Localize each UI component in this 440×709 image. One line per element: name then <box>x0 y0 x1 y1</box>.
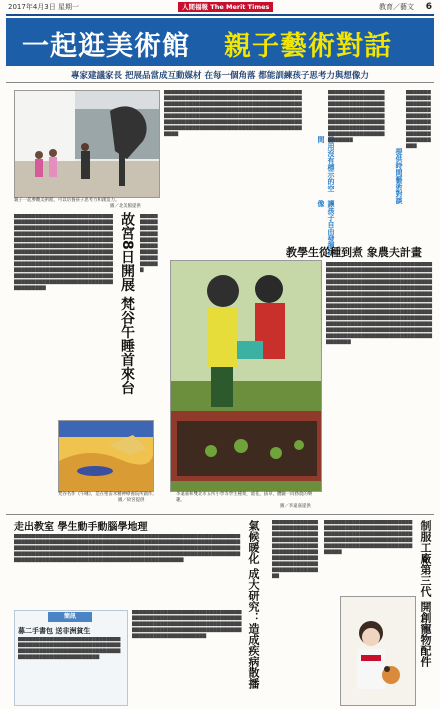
farm-credit: 圖／李遠嘉提供 <box>280 504 311 509</box>
divider <box>6 514 434 515</box>
pet-article-title: 制服工廠第三代 開創寵物配件 <box>419 520 432 667</box>
brief-body: ▇▇▇▇▇▇▇▇▇▇▇▇▇▇▇▇▇▇▇▇▇▇▇▇▇▇▇▇▇▇▇▇▇▇▇▇▇▇▇▇▇▇▇▇▇▇▇▇▇▇▇▇▇▇▇▇▇▇▇▇▇▇▇▇▇▇▇▇▇▇▇▇▇▇▇▇▇▇▇▇▇▇▇▇▇▇▇▇▇▇▇▇▇▇▇▇▇▇▇▇▇▇▇▇▇▇▇▇▇▇ <box>18 637 121 660</box>
headline-part1: 一起逛美術館 <box>22 31 190 62</box>
climate-article-body: ▇▇▇▇▇▇▇▇▇▇▇▇▇▇▇▇▇▇▇▇▇▇▇▇▇▇▇▇▇▇▇▇▇▇▇▇▇▇▇▇▇▇▇▇▇▇▇▇▇▇▇▇▇▇▇▇▇▇▇▇▇▇▇▇▇▇▇▇▇▇▇▇▇▇▇▇▇▇▇▇▇▇▇▇▇▇▇▇▇▇▇▇▇▇▇▇▇▇▇▇▇▇▇▇▇▇▇▇▇▇▇▇▇▇▇▇▇▇▇ <box>272 520 318 579</box>
climate-article-title: 氣候暖化 成大研究：造成疾病散播 <box>247 520 260 689</box>
palace-article-title: 故宮8日開展 梵谷午睡首來台 <box>119 212 135 395</box>
farm-photo-art <box>171 261 321 491</box>
issue-date: 2017年4月3日 星期一 <box>8 3 79 11</box>
painting-credit: 圖／故宮提供 <box>118 498 145 503</box>
map-article-body-2: ▇▇▇▇▇▇▇▇▇▇▇▇▇▇▇▇▇▇▇▇▇▇▇▇▇▇▇▇▇▇▇▇▇▇▇▇▇▇▇▇▇▇▇▇▇▇▇▇▇▇▇▇▇▇▇▇▇▇▇▇▇▇▇▇▇▇▇▇▇▇▇▇▇▇▇▇▇▇▇▇▇▇▇▇▇▇▇▇▇▇▇▇▇▇▇▇▇▇▇▇▇▇▇▇▇▇▇▇▇▇▇▇▇▇▇▇▇▇▇▇▇▇▇▇▇▇▇▇▇▇▇▇▇▇▇▇▇▇▇▇▇▇▇▇▇ <box>132 610 242 639</box>
pet-article-body: ▇▇▇▇▇▇▇▇▇▇▇▇▇▇▇▇▇▇▇▇▇▇▇▇▇▇▇▇▇▇▇▇▇▇▇▇▇▇▇▇▇▇▇▇▇▇▇▇▇▇▇▇▇▇▇▇▇▇▇▇▇▇▇▇▇▇▇▇▇▇▇▇▇▇▇▇▇▇▇▇▇▇▇▇▇▇▇▇▇▇▇▇▇▇▇▇▇▇▇▇▇▇▇▇▇▇▇▇▇▇▇▇▇▇▇▇▇▇▇▇▇▇▇▇▇▇▇▇▇▇ <box>324 520 413 555</box>
brief-label: 簡訊 <box>48 612 92 622</box>
divider <box>6 82 434 83</box>
museum-caption: 親子一起參觀美術館，可以培養孩子思考力和創造力。 <box>14 198 120 203</box>
map-article-body: ▇▇▇▇▇▇▇▇▇▇▇▇▇▇▇▇▇▇▇▇▇▇▇▇▇▇▇▇▇▇▇▇▇▇▇▇▇▇▇▇▇▇▇▇▇▇▇▇▇▇▇▇▇▇▇▇▇▇▇▇▇▇▇▇▇▇▇▇▇▇▇▇▇▇▇▇▇▇▇▇▇▇▇▇▇▇▇▇▇▇▇▇▇▇▇▇▇▇▇▇▇▇▇▇▇▇▇▇▇▇▇▇▇▇▇▇▇▇▇▇▇▇▇▇▇▇▇▇▇▇▇▇▇▇▇▇▇▇▇▇▇▇▇▇▇▇▇▇▇▇▇▇▇▇▇▇▇▇▇▇▇▇▇▇▇▇▇▇▇▇▇▇▇▇▇▇▇▇▇▇▇▇▇▇▇▇▇▇▇▇▇▇▇▇▇▇▇▇▇▇▇▇▇▇▇▇▇▇▇▇▇▇▇▇▇▇▇▇▇▇▇▇▇▇▇▇▇▇▇▇▇▇▇▇▇▇▇▇▇▇▇▇▇▇▇▇▇▇▇▇▇▇▇▇▇▇▇▇▇▇▇▇▇▇▇▇▇▇▇▇▇▇▇▇▇▇▇▇▇▇▇▇▇▇▇▇▇▇▇▇▇▇▇▇▇▇▇▇▇▇▇▇▇▇ <box>14 534 241 563</box>
kicker-museum: 善用沒有標示的空間 <box>317 136 335 192</box>
top-rule <box>6 14 434 16</box>
palace-article-body-2: ▇▇▇▇▇▇▇▇▇▇▇▇▇▇▇▇▇▇▇▇▇▇▇▇▇▇▇▇▇▇▇▇▇▇▇▇▇▇▇▇▇▇▇▇▇▇ <box>140 214 158 273</box>
pet-photo <box>340 596 416 706</box>
main-article-body: ▇▇▇▇▇▇▇▇▇▇▇▇▇▇▇▇▇▇▇▇▇▇▇▇▇▇▇▇▇▇▇▇▇▇▇▇▇▇▇▇▇▇▇▇▇▇▇▇▇▇▇▇▇▇▇▇▇▇▇▇▇▇▇▇▇▇▇▇▇▇▇▇▇▇▇▇▇▇▇▇▇▇▇▇▇▇▇▇▇▇▇▇▇▇▇▇▇▇▇▇▇▇▇▇▇▇▇▇▇▇▇▇▇▇▇▇▇▇▇▇▇▇▇▇▇▇▇▇▇▇▇▇▇▇▇▇▇▇▇▇▇▇▇▇▇▇▇▇▇▇▇▇▇▇▇▇▇▇▇▇▇▇▇▇▇▇▇▇▇▇▇▇▇▇▇▇▇▇▇▇▇▇▇▇▇▇▇▇▇▇▇▇▇▇▇▇▇▇▇▇▇▇▇▇▇▇▇▇▇▇▇▇▇▇▇▇▇▇▇▇▇▇▇▇▇▇▇▇▇▇▇▇▇▇▇▇▇▇▇▇▇▇▇▇▇▇▇▇▇▇▇▇▇▇▇▇▇▇▇▇▇▇▇▇▇▇▇▇▇▇▇▇▇▇▇▇▇ <box>164 90 302 137</box>
painting-photo <box>58 420 154 492</box>
kicker-nature: 讓孩子自由發揮想像 <box>317 200 335 256</box>
museum-photo-art <box>15 91 159 197</box>
palace-article-body: ▇▇▇▇▇▇▇▇▇▇▇▇▇▇▇▇▇▇▇▇▇▇▇▇▇▇▇▇▇▇▇▇▇▇▇▇▇▇▇▇▇▇▇▇▇▇▇▇▇▇▇▇▇▇▇▇▇▇▇▇▇▇▇▇▇▇▇▇▇▇▇▇▇▇▇▇▇▇▇▇▇▇▇▇▇▇▇▇▇▇▇▇▇▇▇▇▇▇▇▇▇▇▇▇▇▇▇▇▇▇▇▇▇▇▇▇▇▇▇▇▇▇▇▇▇▇▇▇▇▇▇▇▇▇▇▇▇▇▇▇▇▇▇▇▇▇▇▇▇▇▇▇▇▇▇▇▇▇▇▇▇▇▇▇▇▇▇▇▇▇▇▇▇▇▇▇▇▇▇▇▇▇▇▇▇▇▇▇▇▇▇▇▇▇▇▇▇▇▇▇▇▇▇▇▇▇▇▇▇▇▇▇▇▇▇▇▇▇▇▇▇▇▇▇▇▇▇▇▇▇▇▇▇▇▇▇▇▇▇▇▇▇▇▇▇▇▇▇▇▇▇▇▇▇▇▇▇▇▇▇▇▇▇▇▇▇▇▇▇▇▇▇▇▇▇▇▇▇▇▇▇▇▇▇▇▇▇▇▇▇▇▇▇▇▇▇▇▇▇▇▇▇▇▇▇▇▇▇▇▇▇▇▇▇▇▇▇▇▇▇▇▇▇▇▇▇▇▇▇▇▇▇▇▇▇▇▇▇▇▇▇▇▇▇▇ <box>14 214 113 291</box>
main-article-body-2: ▇▇▇▇▇▇▇▇▇▇▇▇▇▇▇▇▇▇▇▇▇▇▇▇▇▇▇▇▇▇▇▇▇▇▇▇▇▇▇▇▇▇▇▇▇▇▇▇▇▇▇▇▇▇▇▇▇▇▇▇▇▇▇▇▇▇▇▇▇▇▇▇▇▇▇▇▇▇▇▇▇▇▇▇▇▇▇▇▇▇▇▇▇▇▇▇▇▇▇▇▇▇▇▇▇▇▇▇▇▇▇▇▇▇▇▇▇▇▇▇▇▇▇▇▇▇▇▇▇▇▇▇▇▇▇ <box>328 90 385 143</box>
museum-credit: 圖／北美館提供 <box>110 204 141 209</box>
map-article-title: 走出教室 學生動手動腦學地理 <box>14 522 148 533</box>
newspaper-logo: 人間福報 The Merit Times <box>178 2 273 12</box>
brief-title: 募二手書包 送非洲貧生 <box>18 627 91 635</box>
farm-article-body: ▇▇▇▇▇▇▇▇▇▇▇▇▇▇▇▇▇▇▇▇▇▇▇▇▇▇▇▇▇▇▇▇▇▇▇▇▇▇▇▇▇▇▇▇▇▇▇▇▇▇▇▇▇▇▇▇▇▇▇▇▇▇▇▇▇▇▇▇▇▇▇▇▇▇▇▇▇▇▇▇▇▇▇▇▇▇▇▇▇▇▇▇▇▇▇▇▇▇▇▇▇▇▇▇▇▇▇▇▇▇▇▇▇▇▇▇▇▇▇▇▇▇▇▇▇▇▇▇▇▇▇▇▇▇▇▇▇▇▇▇▇▇▇▇▇▇▇▇▇▇▇▇▇▇▇▇▇▇▇▇▇▇▇▇▇▇▇▇▇▇▇▇▇▇▇▇▇▇▇▇▇▇▇▇▇▇▇▇▇▇▇▇▇▇▇▇▇▇▇▇▇▇▇▇▇▇▇▇▇▇▇▇▇▇▇▇▇▇▇▇▇▇▇▇▇▇▇▇▇▇▇▇▇▇▇▇▇▇▇▇▇▇▇▇▇▇▇▇▇▇▇▇▇▇▇▇▇▇▇▇▇▇▇▇▇▇▇▇▇▇▇▇▇▇▇▇▇▇▇▇▇▇▇▇▇▇▇▇▇▇▇▇▇▇▇▇▇▇▇▇▇▇▇▇▇▇▇▇▇▇▇▇▇▇▇▇▇▇▇▇▇▇▇▇▇▇▇▇▇▇▇▇▇▇▇▇▇▇▇▇▇▇▇▇▇▇▇▇▇▇▇▇▇▇▇▇▇▇▇▇▇▇▇▇▇▇▇▇▇▇▇▇▇▇▇▇▇▇▇▇▇▇▇▇▇▇▇▇▇▇▇▇▇▇▇▇▇ <box>326 262 432 345</box>
masthead <box>0 0 440 14</box>
section-label: 教育／藝文 <box>379 3 414 11</box>
painting-art <box>59 421 153 491</box>
headline-part2: 親子藝術對話 <box>224 31 392 62</box>
museum-photo <box>14 90 160 198</box>
farm-caption: 李遠嘉和雙北市五所小學等學生種菜，澆花，拔草，體驗一同務農的樂趣。 <box>176 492 313 503</box>
page-number: 6 <box>425 2 432 12</box>
pet-photo-art <box>341 597 415 705</box>
farm-photo <box>170 260 322 492</box>
main-article-body-3: ▇▇▇▇▇▇▇▇▇▇▇▇▇▇▇▇▇▇▇▇▇▇▇▇▇▇▇▇▇▇▇▇▇▇▇▇▇▇▇▇▇▇▇▇▇▇▇▇▇▇▇▇▇▇▇▇▇▇▇▇▇▇▇▇▇▇ <box>406 90 431 149</box>
subheadline: 專家建議家長 把展品當成互動媒材 在每一個角落 都能訓練孩子思考力與想像力 <box>71 71 369 81</box>
painting-caption: 梵谷名作《午睡》，是在聖雷米精神療養院所創作。 <box>58 492 157 497</box>
kicker-dialogue: 提供時間藝術對談 <box>395 148 403 204</box>
farm-article-title: 教學生從種到煮 象農夫計畫 <box>286 246 422 259</box>
